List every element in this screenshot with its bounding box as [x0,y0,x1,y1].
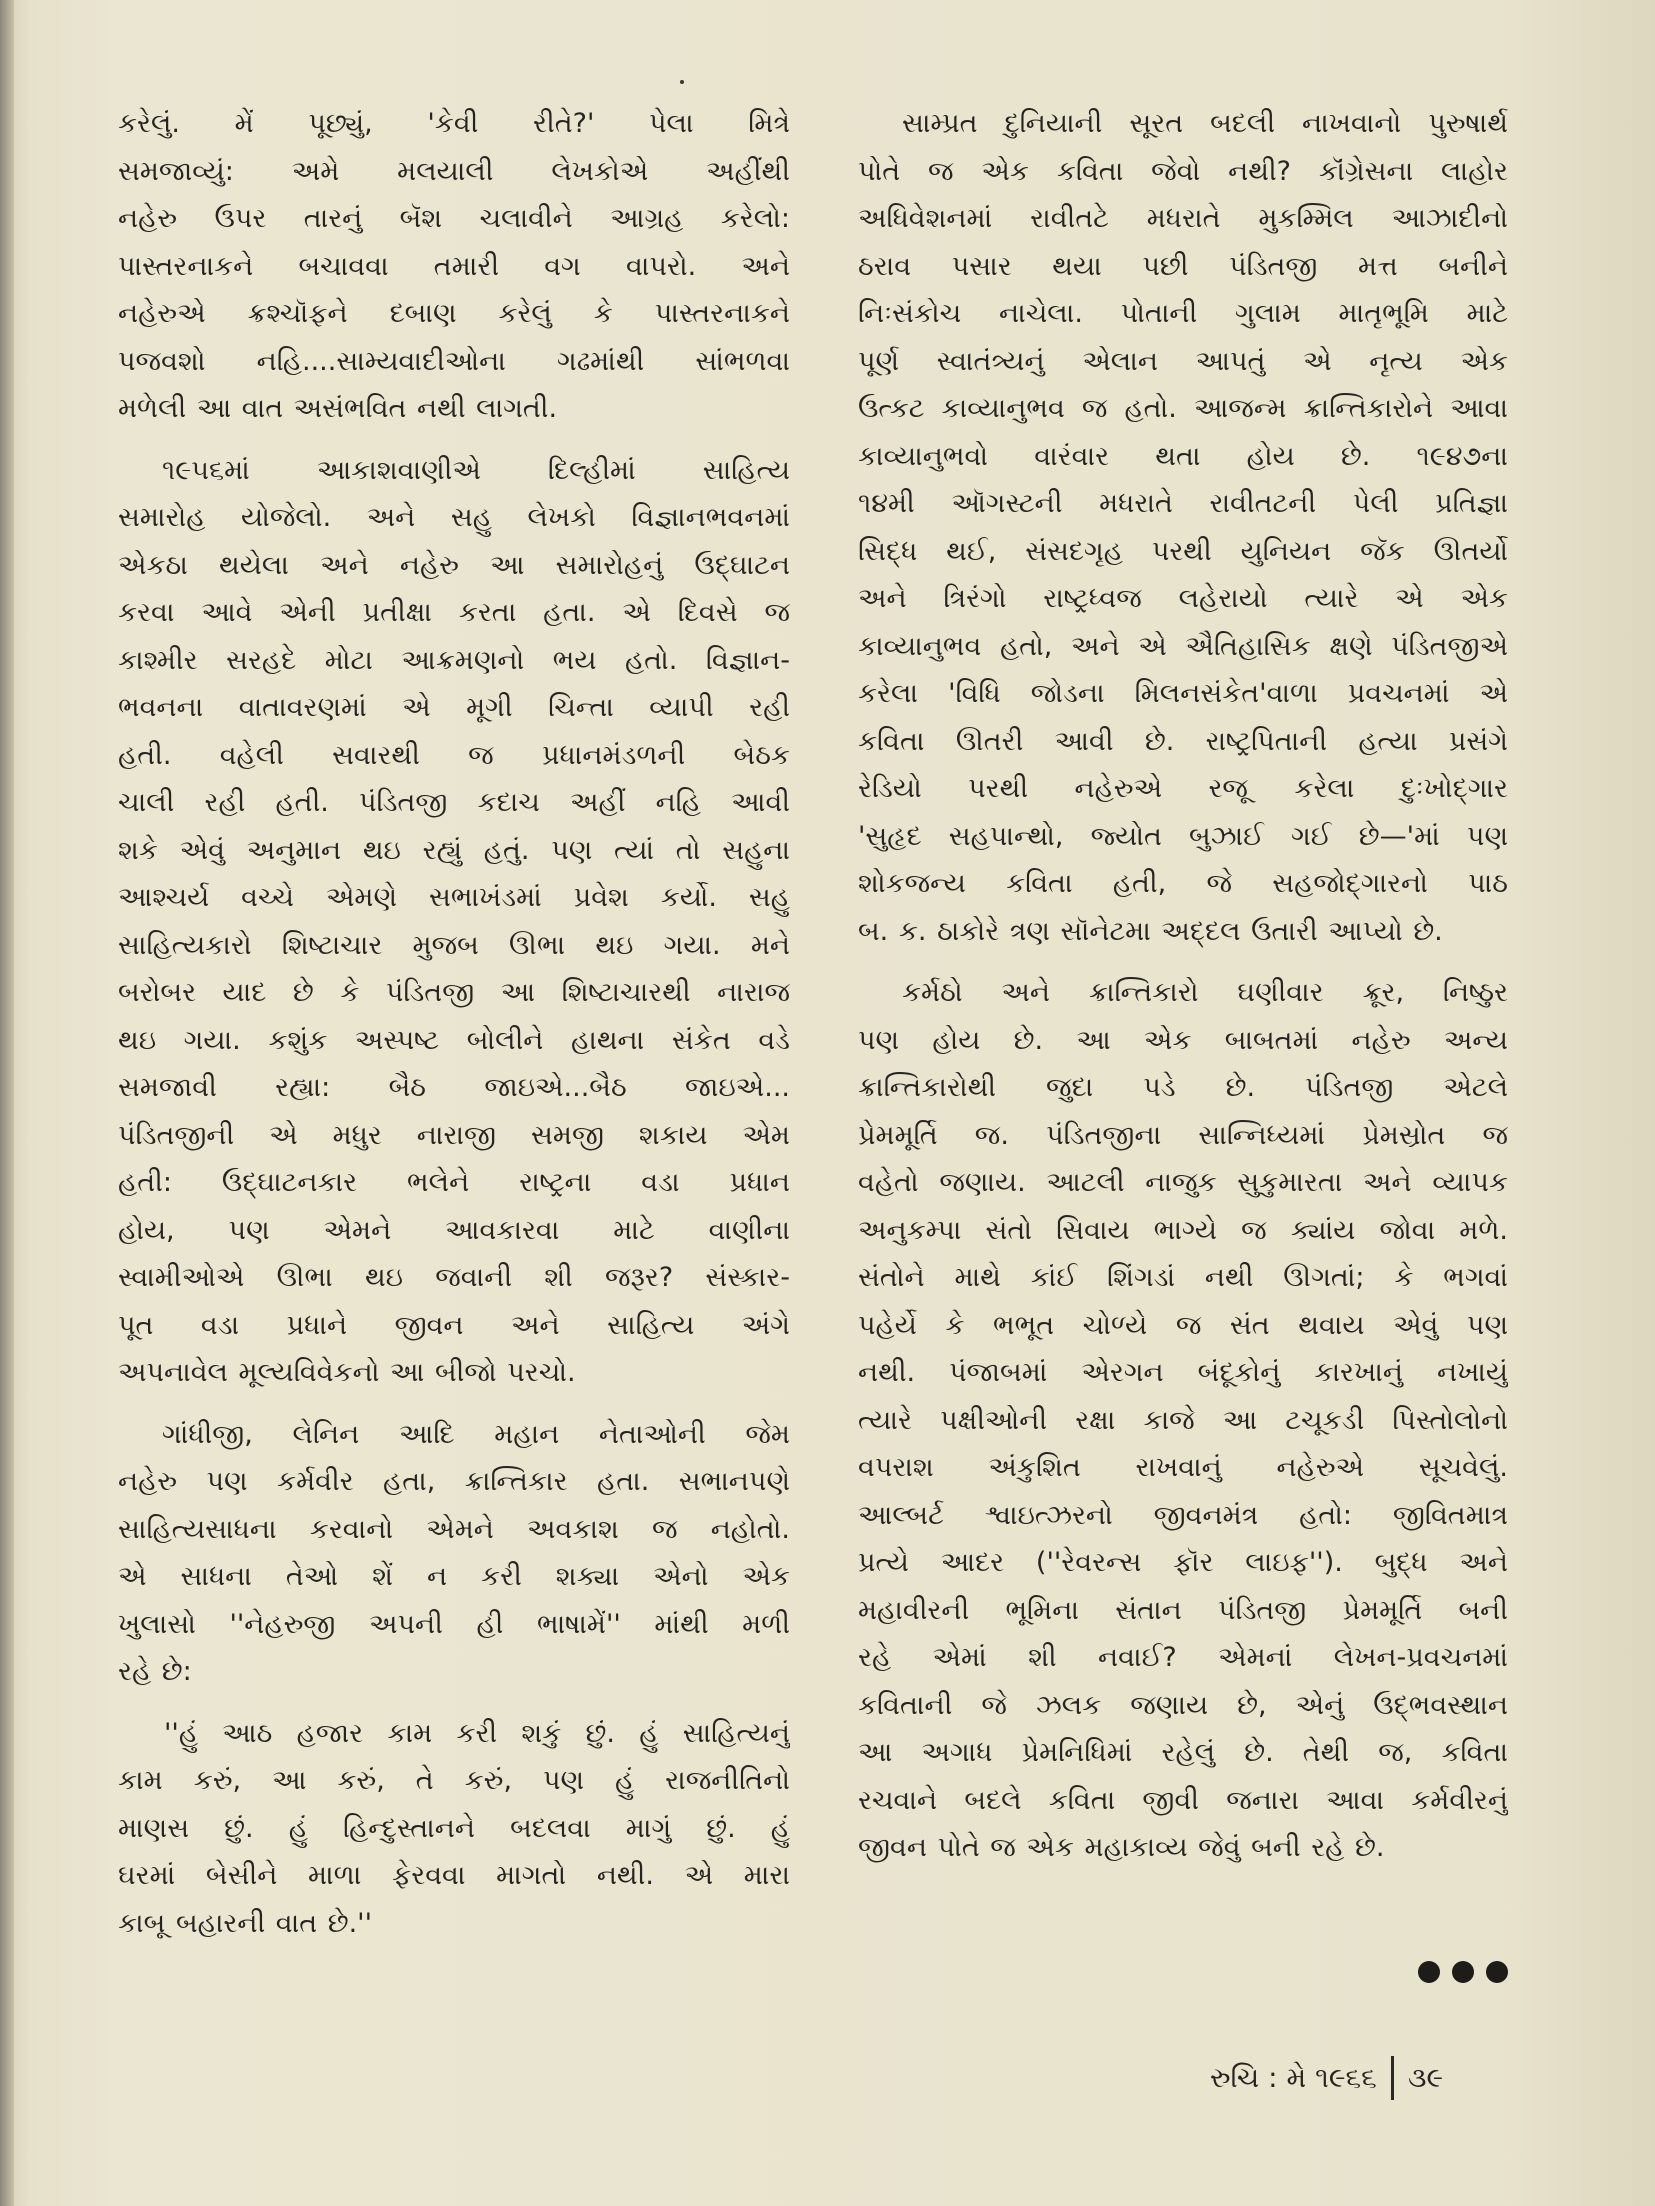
right-text-column [858,100,1508,1886]
text-line: સાહિત્યસાધના કરવાનો એમને અવકાશ જ નહોતો. [118,1513,790,1545]
footer-page-number: ૩૯ [1407,2061,1444,2094]
paragraph [118,1710,790,1948]
text-line: સાહિત્યકારો શિષ્ટાચાર મુજબ ઊભા થઇ ગયા. મને [118,929,790,961]
text-line: ૧૪મી ઑગસ્ટની મધરાતે રાવીતટની પેલી પ્રતિજ્ઞા [858,488,1508,519]
text-line: નહેરુએ ક્રશ્ચૉફને દબાણ કરેલું કે પાસ્તરનાકને [118,298,790,329]
text-line: ખુલાસો ''નેહરુજી અપની હી ભાષામેં'' માંથી મળી [118,1608,790,1640]
text-line: વપરાશ અંકુશિત રાખવાનું નહેરુએ સૂચવેલું. [858,1452,1508,1483]
paragraph [858,100,1508,955]
paragraph [118,447,790,1397]
text-line: રચવાને બદલે કવિતા જીવી જનારા આવા કર્મવીરનું [858,1784,1508,1816]
text-line: કાવ્યાનુભવ હતો, અને એ ઐતિહાસિક ક્ષણે પંડિતજીએ [858,630,1508,662]
text-line: પહેર્યે કે ભભૂત ચોળ્યે જ સંત થવાય એવું પણ [858,1309,1508,1341]
text-line: પૂર્ણ સ્વાતંત્ર્યનું એલાન આપતું એ નૃત્ય એક [858,345,1508,377]
text-line: કામ કરું, આ કરું, તે કરું, પણ હું રાજનીતિનો [118,1765,790,1796]
left-text-column [118,100,790,1961]
text-line: ઠરાવ પસાર થયા પછી પંડિતજી મત્ત બનીને [858,250,1508,282]
text-line: એકઠા થયેલા અને નહેરુ આ સમારોહનું ઉદ્ઘાટન [118,549,790,581]
text-line: પણ હોય છે. આ એક બાબતમાં નહેરુ અન્ય [858,1024,1508,1056]
text-line: 'સુહૃદ સહપાન્થો, જ્યોત બુઝાઈ ગઈ છે—'માં પણ [858,820,1508,852]
text-line: નહેરુ ઉપર તારનું બૅશ ચલાવીને આગ્રહ કરેલો: [118,203,790,234]
text-line: નથી. પંજાબમાં એરગન બંદૂકોનું કારખાનું નખાયું [858,1357,1508,1388]
text-line: કર્મઠો અને ક્રાન્તિકારો ઘણીવાર ક્રૂર, નિષ્ઠુર [902,977,1508,1008]
text-line: હતી. વહેલી સવારથી જ પ્રધાનમંડળની બેઠક [118,739,790,771]
text-line: કાશ્મીર સરહદે મોટા આક્રમણનો ભય હતો. વિજ્ઞાન- [118,644,790,676]
text-line: થઇ ગયા. કશુંક અસ્પષ્ટ બોલીને હાથના સંકેત વડે [118,1024,790,1056]
text-line: શોકજન્ય કવિતા હતી, જે સહજોદ્ગારનો પાઠ [858,868,1508,899]
text-line: કાબૂ બહારની વાત છે.'' [118,1907,373,1939]
text-line: રેડિયો પરથી નહેરુએ રજૂ કરેલા દુઃખોદ્ગાર [858,773,1508,804]
text-line: પ્રત્યે આદર (''રેવરન્સ ફૉર લાઇફ''). બુદ્ધ અને [858,1547,1508,1578]
text-line: કાવ્યાનુભવો વારંવાર થતા હોય છે. ૧૯૪૭ના [858,440,1508,472]
text-line: સ્વામીઓએ ઊભા થઇ જવાની શી જરૂર? સંસ્કાર- [118,1262,790,1293]
text-line: ક્રાન્તિકારોથી જુદા પડે છે. પંડિતજી એટલે [858,1072,1508,1103]
text-line: ગાંધીજી, લેનિન આદિ મહાન નેતાઓની જેમ [162,1418,790,1450]
text-line: આ અગાધ પ્રેમનિધિમાં રહેલું છે. તેથી જ, કવિતા [858,1737,1508,1768]
text-line: પજવશો નહિ....સામ્યવાદીઓના ગઢમાંથી સાંભળવા [118,345,790,377]
text-line: ત્યારે પક્ષીઓની રક્ષા કાજે આ ટચૂકડી પિસ્તોલોનો [858,1404,1508,1436]
text-line: હોય, પણ એમને આવકારવા માટે વાણીના [118,1214,790,1246]
paper-speck [680,80,684,84]
text-line: સંતોને માથે કાંઈ શિંગડાં નથી ઊગતાં; કે ભગવાં [858,1262,1508,1293]
text-line: ''હું આઠ હજાર કામ કરી શકું છું. હું સાહિત્યનું [164,1717,790,1749]
text-line: કવિતા ઊતરી આવી છે. રાષ્ટ્રપિતાની હત્યા પ્રસંગે [858,725,1508,757]
text-line: મહાવીરની ભૂમિના સંતાન પંડિતજી પ્રેમમૂર્તિ બની [858,1594,1508,1626]
text-line: ચાલી રહી હતી. પંડિતજી કદાચ અહીં નહિ આવી [118,787,790,818]
paragraph [118,100,790,433]
text-line: માણસ છું. હું હિન્દુસ્તાનને બદલવા માગું છું. હું [118,1812,790,1844]
text-line: રહે છે: [118,1656,192,1687]
text-line: બ. ક. ઠાકોરે ત્રણ સૉનેટમા અદ્દલ ઉતારી આપ્યો છે. [858,915,1443,947]
text-line: અધિવેશનમાં રાવીતટે મધરાતે મુકમ્મિલ આઝાદીનો [858,203,1508,234]
text-line: આશ્ચર્ય વચ્ચે એમણે સભાખંડમાં પ્રવેશ કર્યો. સહુ [118,882,790,913]
text-line: પોતે જ એક કવિતા જેવો નથી? કૉંગ્રેસના લાહોર [858,155,1508,187]
text-line: સમજાવી રહ્યા: બૈઠ જાઇએ...બૈઠ જાઇએ... [118,1072,790,1103]
text-line: સિદ્ધ થઈ, સંસદગૃહ પરથી યુનિયન જૅક ઊતર્યો [858,535,1508,567]
footer-magazine-issue: રુચિ : મે ૧૯૬૬ [1210,2061,1377,2094]
text-line: સમારોહ યોજેલો. અને સહુ લેખકો વિજ્ઞાનભવનમાં [118,502,790,533]
end-dot [1486,1961,1508,1983]
text-line: સામ્પ્રત દુનિયાની સૂરત બદલી નાખવાનો પુરુષાર્થ [902,108,1508,139]
text-line: અપનાવેલ મૂલ્યવિવેકનો આ બીજો પરચો. [118,1357,576,1388]
end-dot [1418,1961,1440,1983]
paragraph [858,969,1508,1872]
text-line: પાસ્તરનાકને બચાવવા તમારી વગ વાપરો. અને [118,250,790,282]
text-line: સમજાવ્યું: અમે મલયાલી લેખકોએ અહીંથી [118,155,790,187]
text-line: બરોબર યાદ છે કે પંડિતજી આ શિષ્ટાચારથી નારાજ [118,977,790,1008]
text-line: ઘરમાં બેસીને માળા ફેરવવા માગતો નથી. એ મારા [118,1860,790,1891]
text-line: હતી: ઉદ્ઘાટનકાર ભલેને રાષ્ટ્રના વડા પ્રધાન [118,1167,790,1198]
text-line: આલ્બર્ટ શ્વાઇત્ઝરનો જીવનમંત્ર હતો: જીવિતમાત્ર [858,1499,1508,1531]
text-line: કવિતાની જે ઝલક જણાય છે, એનું ઉદ્ભવસ્થાન [858,1689,1508,1721]
text-line: વહેતો જણાય. આટલી નાજુક સુકુમારતા અને વ્યાપક [858,1167,1508,1198]
text-line: કરેલા 'વિધિ જોડના મિલનસંકેત'વાળા પ્રવચનમાં એ [858,678,1508,709]
text-line: નહેરુ પણ કર્મવીર હતા, ક્રાન્તિકાર હતા. સભાનપણે [118,1466,790,1497]
text-line: કરેલું. મેં પૂછ્યું, 'કેવી રીતે?' પેલા મિત્રે [118,108,790,139]
text-line: અનુકમ્પા સંતો સિવાય ભાગ્યે જ ક્યાંય જોવા મળે. [858,1214,1508,1246]
text-line: ૧૯૫૬માં આકાશવાણીએ દિલ્હીમાં સાહિત્ય [162,454,790,486]
text-line: પ્રેમમૂર્તિ જ. પંડિતજીના સાન્નિધ્યમાં પ્રેમસ્રોત જ [858,1119,1508,1151]
page-binding-edge [0,0,14,2206]
text-line: રહે એમાં શી નવાઈ? એમનાં લેખન-પ્રવચનમાં [858,1642,1508,1673]
text-line: નિઃસંકોચ નાચેલા. પોતાની ગુલામ માતૃભૂમિ માટે [858,298,1508,329]
text-line: કરવા આવે એની પ્રતીક્ષા કરતા હતા. એ દિવસે જ [118,597,790,628]
text-line: જીવન પોતે જ એક મહાકાવ્ય જેવું બની રહે છે. [858,1832,1385,1863]
page-footer [1210,2058,1443,2098]
footer-divider [1391,2056,1394,2100]
end-dot [1452,1961,1474,1983]
text-line: મળેલી આ વાત અસંભવિત નથી લાગતી. [118,393,558,424]
end-of-article-marker [1418,1958,1508,1986]
text-line: ઉત્કટ કાવ્યાનુભવ જ હતો. આજન્મ ક્રાન્તિકારોને આવા [858,393,1508,424]
text-line: એ સાધના તેઓ શેં ન કરી શક્યા એનો એક [118,1561,790,1592]
text-line: અને ત્રિરંગો રાષ્ટ્રધ્વજ લહેરાયો ત્યારે એ એક [858,583,1508,614]
text-line: ભવનના વાતાવરણમાં એ મૂગી ચિન્તા વ્યાપી રહી [118,692,790,723]
text-line: પૂત વડા પ્રધાને જીવન અને સાહિત્ય અંગે [118,1309,790,1341]
paragraph [118,1411,790,1696]
text-line: શકે એવું અનુમાન થઇ રહ્યું હતું. પણ ત્યાં તો સહુના [118,834,790,866]
text-line: પંડિતજીની એ મધુર નારાજી સમજી શકાય એમ [118,1119,790,1151]
